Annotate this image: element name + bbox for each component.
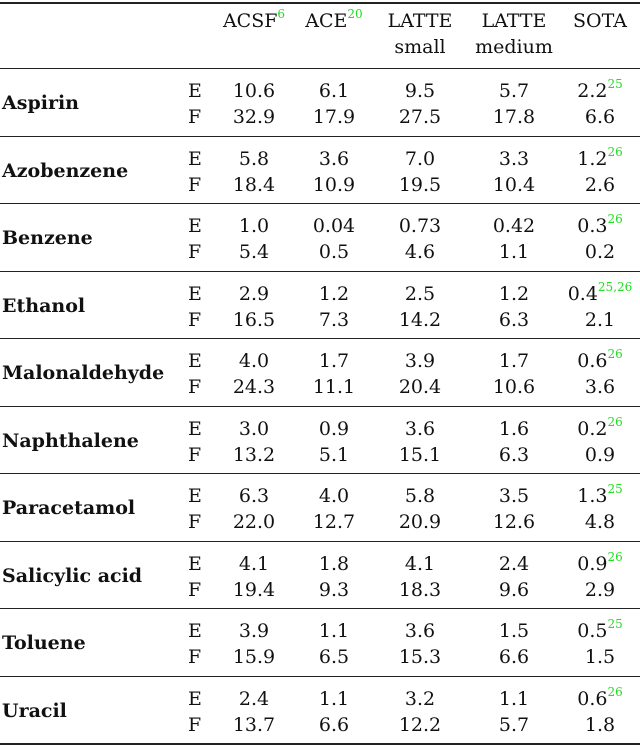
cell-value: 4.0: [318, 485, 350, 507]
force-label: F: [188, 174, 202, 196]
cell-value: 7.0: [404, 148, 436, 170]
cell-value: 5.4: [238, 241, 270, 263]
cell-value: 22.0: [232, 511, 276, 533]
cell-value: 6.6: [584, 106, 616, 128]
col-header-label: ACE: [305, 10, 348, 32]
energy-value: [212, 686, 296, 712]
force-value: [560, 172, 640, 198]
cell-value: 6.3: [498, 444, 530, 466]
cell-value: 19.5: [398, 174, 442, 196]
energy-value: [560, 551, 640, 577]
energy-value: [468, 686, 560, 712]
energy-value: [296, 618, 372, 644]
energy-value: [212, 483, 296, 509]
force-value: [372, 104, 468, 130]
energy-value: [560, 618, 640, 644]
force-value: [468, 577, 560, 603]
energy-value: [560, 483, 640, 509]
energy-label: E: [188, 80, 202, 102]
cell-value: 0.2: [584, 241, 616, 263]
cell-value: 3.5: [498, 485, 530, 507]
force-label: F: [188, 309, 202, 331]
force-value: [468, 374, 560, 400]
cell-value: 1.7: [318, 350, 350, 372]
col-header-label: SOTA: [573, 10, 627, 32]
energy-value: [212, 146, 296, 172]
energy-value: [560, 78, 640, 104]
force-value: [372, 374, 468, 400]
energy-value: [560, 416, 640, 442]
citation-ref: 26: [607, 211, 623, 226]
cell-value: 1.1: [498, 241, 530, 263]
citation-ref: 26: [607, 549, 623, 564]
energy-value: [212, 78, 296, 104]
cell-value: 12.6: [492, 511, 536, 533]
force-value: [212, 442, 296, 468]
table-row: [0, 204, 640, 271]
energy-value: [560, 213, 640, 239]
table-bottom-rule: [0, 743, 640, 745]
col-header-label: ACSF: [222, 10, 278, 32]
force-value: [212, 577, 296, 603]
cell-value: 10.9: [312, 174, 356, 196]
energy-value: [296, 348, 372, 374]
force-value: [212, 712, 296, 738]
cell-value: 10.4: [492, 174, 536, 196]
energy-label: E: [188, 620, 202, 642]
energy-label: E: [188, 688, 202, 710]
force-value: [372, 172, 468, 198]
cell-value: 6.6: [318, 714, 350, 736]
energy-value: [372, 146, 468, 172]
energy-value: [468, 281, 560, 307]
col-header-acsf: [212, 8, 296, 64]
table-row: [0, 339, 640, 406]
cell-value: 9.5: [404, 80, 436, 102]
energy-value: [560, 281, 640, 307]
cell-value: 9.3: [318, 579, 350, 601]
force-value: [296, 712, 372, 738]
cell-value: 1.7: [498, 350, 530, 372]
cell-value: 4.1: [404, 553, 436, 575]
force-value: [560, 644, 640, 670]
col-header-sublabel: medium: [475, 36, 553, 58]
energy-value: [372, 686, 468, 712]
energy-value: [372, 213, 468, 239]
energy-value: [372, 78, 468, 104]
cell-value: 17.9: [312, 106, 356, 128]
cell-value: 9.6: [498, 579, 530, 601]
cell-value: 1.0: [238, 215, 270, 237]
energy-value: [468, 416, 560, 442]
cell-value: 5.8: [404, 485, 436, 507]
molecule-name: Azobenzene: [2, 159, 129, 182]
energy-value: [212, 281, 296, 307]
energy-value: [372, 281, 468, 307]
cell-value: 1.1: [318, 620, 350, 642]
cell-value: 32.9: [232, 106, 276, 128]
cell-value: 19.4: [232, 579, 276, 601]
cell-value: 6.1: [318, 80, 350, 102]
molecule-name: Uracil: [2, 699, 67, 722]
energy-label: E: [188, 215, 202, 237]
force-value: [372, 442, 468, 468]
energy-value: [212, 618, 296, 644]
force-label: F: [188, 714, 202, 736]
energy-value: [212, 213, 296, 239]
cell-value: 11.1: [312, 376, 356, 398]
force-value: [212, 104, 296, 130]
cell-value: 0.04: [312, 215, 356, 237]
cell-value: 1.3: [577, 485, 608, 507]
energy-value: [212, 416, 296, 442]
cell-value: 18.3: [398, 579, 442, 601]
cell-value: 17.8: [492, 106, 536, 128]
cell-value: 2.2: [577, 80, 608, 102]
cell-value: 24.3: [232, 376, 276, 398]
cell-value: 3.6: [404, 620, 436, 642]
cell-value: 5.7: [498, 714, 530, 736]
energy-value: [212, 551, 296, 577]
force-value: [212, 172, 296, 198]
energy-label: E: [188, 350, 202, 372]
force-label: F: [188, 511, 202, 533]
cell-value: 10.6: [492, 376, 536, 398]
molecule-name: Naphthalene: [2, 429, 139, 452]
cell-value: 15.1: [398, 444, 442, 466]
cell-value: 0.5: [577, 620, 608, 642]
table-row: [0, 474, 640, 541]
col-header-label: LATTE: [387, 10, 453, 32]
table-row: [0, 609, 640, 676]
force-value: [296, 104, 372, 130]
citation-ref: 25: [607, 616, 623, 631]
energy-label: E: [188, 283, 202, 305]
energy-value: [296, 551, 372, 577]
force-value: [212, 509, 296, 535]
cell-value: 6.6: [498, 646, 530, 668]
cell-value: 4.6: [404, 241, 436, 263]
cell-value: 1.5: [498, 620, 530, 642]
energy-value: [372, 348, 468, 374]
cell-value: 4.0: [238, 350, 270, 372]
cell-value: 5.8: [238, 148, 270, 170]
cell-value: 10.6: [232, 80, 276, 102]
energy-value: [468, 483, 560, 509]
energy-value: [468, 146, 560, 172]
citation-ref: 26: [607, 684, 623, 699]
molecule-name: Malonaldehyde: [2, 361, 165, 384]
force-value: [296, 307, 372, 333]
force-value: [372, 644, 468, 670]
col-header-sota: [560, 8, 640, 64]
citation-ref: 26: [607, 346, 623, 361]
force-label: F: [188, 579, 202, 601]
cell-value: 3.6: [404, 418, 436, 440]
citation-ref: 20: [347, 6, 363, 21]
col-header-ace: [296, 8, 372, 64]
citation-ref: 6: [277, 6, 286, 21]
energy-value: [468, 78, 560, 104]
force-value: [212, 239, 296, 265]
force-value: [296, 239, 372, 265]
force-value: [296, 374, 372, 400]
cell-value: 0.9: [318, 418, 350, 440]
cell-value: 1.2: [498, 283, 530, 305]
force-value: [468, 509, 560, 535]
cell-value: 0.9: [584, 444, 616, 466]
force-value: [560, 509, 640, 535]
cell-value: 0.6: [577, 688, 608, 710]
table-row: [0, 272, 640, 339]
force-value: [560, 104, 640, 130]
cell-value: 0.4: [567, 283, 598, 305]
cell-value: 13.2: [232, 444, 276, 466]
cell-value: 0.3: [577, 215, 608, 237]
force-label: F: [188, 444, 202, 466]
force-value: [560, 374, 640, 400]
cell-value: 3.0: [238, 418, 270, 440]
cell-value: 1.8: [584, 714, 616, 736]
force-value: [468, 712, 560, 738]
energy-label: E: [188, 418, 202, 440]
energy-value: [296, 213, 372, 239]
cell-value: 15.9: [232, 646, 276, 668]
energy-label: E: [188, 485, 202, 507]
cell-value: 6.3: [498, 309, 530, 331]
cell-value: 1.1: [498, 688, 530, 710]
col-header-sublabel: small: [394, 36, 446, 58]
force-value: [296, 509, 372, 535]
cell-value: 1.2: [577, 148, 608, 170]
cell-value: 5.1: [318, 444, 350, 466]
energy-value: [560, 686, 640, 712]
energy-label: E: [188, 553, 202, 575]
force-value: [372, 577, 468, 603]
cell-value: 0.5: [318, 241, 350, 263]
force-value: [372, 509, 468, 535]
force-value: [468, 442, 560, 468]
energy-label: E: [188, 148, 202, 170]
citation-ref: 26: [607, 414, 623, 429]
table-row: [0, 677, 640, 744]
energy-value: [212, 348, 296, 374]
energy-value: [296, 686, 372, 712]
cell-value: 3.6: [318, 148, 350, 170]
cell-value: 7.3: [318, 309, 350, 331]
force-value: [296, 172, 372, 198]
energy-value: [296, 416, 372, 442]
cell-value: 12.7: [312, 511, 356, 533]
cell-value: 2.9: [238, 283, 270, 305]
cell-value: 6.3: [238, 485, 270, 507]
cell-value: 1.2: [318, 283, 350, 305]
energy-value: [468, 618, 560, 644]
cell-value: 1.8: [318, 553, 350, 575]
energy-value: [468, 213, 560, 239]
cell-value: 3.2: [404, 688, 436, 710]
cell-value: 15.3: [398, 646, 442, 668]
cell-value: 5.7: [498, 80, 530, 102]
cell-value: 4.8: [584, 511, 616, 533]
citation-ref: 25: [607, 481, 623, 496]
col-header-label: LATTE: [481, 10, 547, 32]
energy-value: [468, 348, 560, 374]
force-value: [212, 374, 296, 400]
energy-value: [372, 618, 468, 644]
molecule-name: Salicylic acid: [2, 564, 143, 587]
force-value: [560, 577, 640, 603]
cell-value: 2.9: [584, 579, 616, 601]
force-label: F: [188, 106, 202, 128]
energy-value: [296, 281, 372, 307]
table-row: [0, 542, 640, 609]
citation-ref: 25: [607, 76, 623, 91]
cell-value: 18.4: [232, 174, 276, 196]
force-value: [560, 442, 640, 468]
col-header-latte-small: [372, 8, 468, 64]
energy-value: [560, 146, 640, 172]
cell-value: 16.5: [232, 309, 276, 331]
molecule-name: Toluene: [2, 631, 86, 654]
table-row: [0, 407, 640, 474]
cell-value: 0.42: [492, 215, 536, 237]
cell-value: 3.3: [498, 148, 530, 170]
force-value: [372, 239, 468, 265]
table-top-rule: [0, 2, 640, 4]
col-header-latte-medium: [468, 8, 560, 64]
cell-value: 2.4: [238, 688, 270, 710]
force-value: [296, 577, 372, 603]
molecule-name: Aspirin: [2, 91, 79, 114]
force-value: [468, 172, 560, 198]
energy-value: [560, 348, 640, 374]
energy-value: [296, 483, 372, 509]
cell-value: 3.9: [404, 350, 436, 372]
energy-value: [296, 146, 372, 172]
cell-value: 0.73: [398, 215, 442, 237]
cell-value: 27.5: [398, 106, 442, 128]
force-value: [296, 442, 372, 468]
force-value: [372, 712, 468, 738]
force-label: F: [188, 241, 202, 263]
force-value: [468, 104, 560, 130]
cell-value: 2.1: [584, 309, 616, 331]
citation-ref: 25,26: [597, 279, 633, 294]
cell-value: 0.9: [577, 553, 608, 575]
table-row: [0, 137, 640, 204]
cell-value: 1.5: [584, 646, 616, 668]
cell-value: 3.6: [584, 376, 616, 398]
cell-value: 0.6: [577, 350, 608, 372]
molecule-name: Ethanol: [2, 294, 86, 317]
energy-value: [372, 416, 468, 442]
force-value: [468, 307, 560, 333]
table-row: [0, 69, 640, 136]
force-value: [468, 239, 560, 265]
cell-value: 2.6: [584, 174, 616, 196]
energy-value: [372, 551, 468, 577]
cell-value: 20.4: [398, 376, 442, 398]
energy-value: [468, 551, 560, 577]
molecule-name: Paracetamol: [2, 496, 136, 519]
cell-value: 4.1: [238, 553, 270, 575]
cell-value: 1.6: [498, 418, 530, 440]
force-value: [468, 644, 560, 670]
cell-value: 13.7: [232, 714, 276, 736]
cell-value: 0.2: [577, 418, 608, 440]
cell-value: 3.9: [238, 620, 270, 642]
force-value: [296, 644, 372, 670]
cell-value: 1.1: [318, 688, 350, 710]
cell-value: 12.2: [398, 714, 442, 736]
force-value: [212, 307, 296, 333]
cell-value: 14.2: [398, 309, 442, 331]
force-value: [212, 644, 296, 670]
force-label: F: [188, 646, 202, 668]
energy-value: [296, 78, 372, 104]
cell-value: 2.5: [404, 283, 436, 305]
force-value: [560, 307, 640, 333]
force-value: [560, 712, 640, 738]
force-value: [372, 307, 468, 333]
force-label: F: [188, 376, 202, 398]
cell-value: 20.9: [398, 511, 442, 533]
force-value: [560, 239, 640, 265]
cell-value: 6.5: [318, 646, 350, 668]
molecule-name: Benzene: [2, 226, 93, 249]
cell-value: 2.4: [498, 553, 530, 575]
energy-value: [372, 483, 468, 509]
citation-ref: 26: [607, 144, 623, 159]
